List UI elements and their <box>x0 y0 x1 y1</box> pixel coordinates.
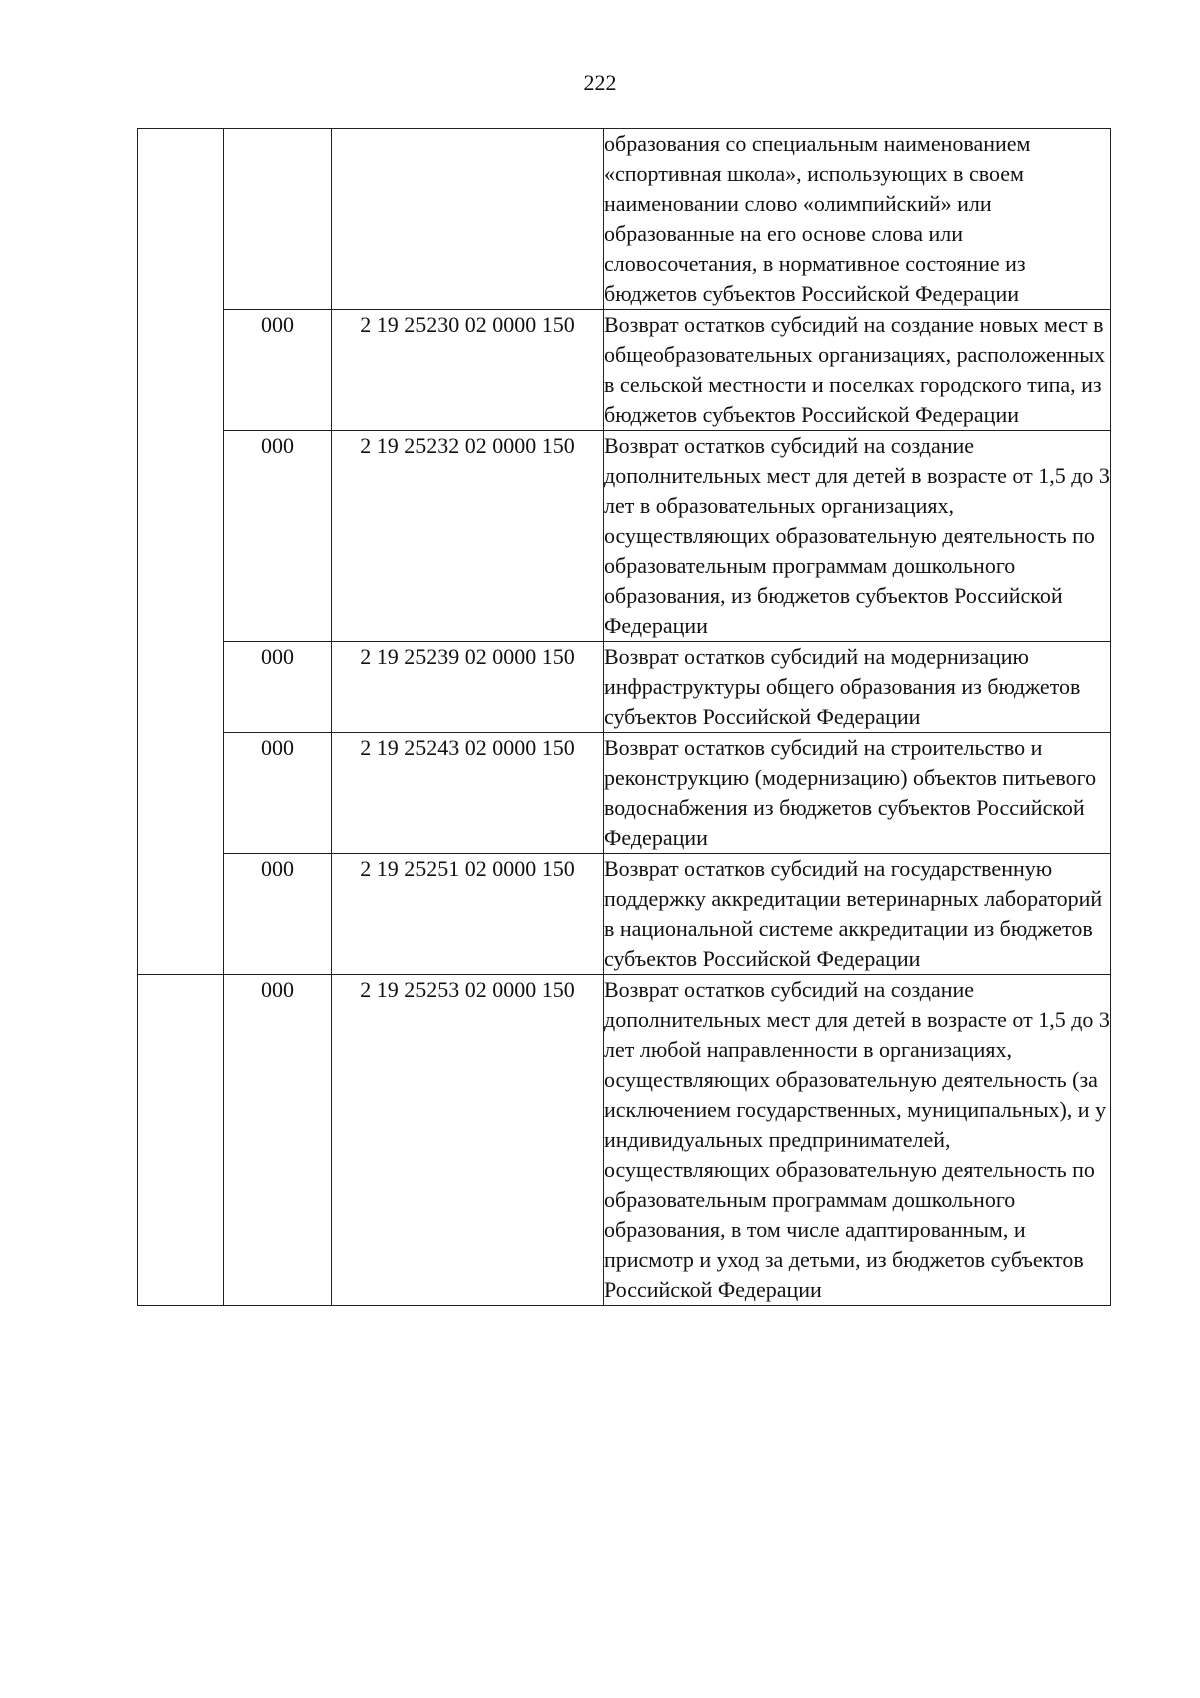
table-row <box>138 854 1111 975</box>
table-row <box>138 733 1111 854</box>
budget-classification-table <box>137 128 1111 1306</box>
admin-code-cell: 000 <box>224 642 332 733</box>
table-row <box>138 129 1111 310</box>
table-row <box>138 975 1111 1306</box>
admin-code-cell: 000 <box>224 310 332 431</box>
table-row <box>138 431 1111 642</box>
row-group-cell <box>138 129 224 975</box>
description-cell: Возврат остатков субсидий на создание новых мест в общеобразовательных организациях, расположенных в сельской местности и поселках городского типа, из бюджетов субъектов Российской Федерации <box>604 310 1111 431</box>
budget-code-cell: 2 19 25230 02 0000 150 <box>332 310 604 431</box>
budget-code-cell: 2 19 25253 02 0000 150 <box>332 975 604 1306</box>
budget-code-cell: 2 19 25243 02 0000 150 <box>332 733 604 854</box>
budget-code-cell: 2 19 25251 02 0000 150 <box>332 854 604 975</box>
admin-code-cell: 000 <box>224 431 332 642</box>
budget-code-cell: 2 19 25239 02 0000 150 <box>332 642 604 733</box>
description-cell: Возврат остатков субсидий на создание дополнительных мест для детей в возрасте от 1,5 до 3 лет в образовательных организациях, осуществляющих образовательную деятельность по образовательным программам дошкольного образования, из бюджетов субъектов Российской Федерации <box>604 431 1111 642</box>
description-cell: Возврат остатков субсидий на строительство и реконструкцию (модернизацию) объектов питьевого водоснабжения из бюджетов субъектов Российской Федерации <box>604 733 1111 854</box>
table-body <box>138 129 1111 1306</box>
admin-code-cell: 000 <box>224 975 332 1306</box>
table-row <box>138 642 1111 733</box>
page-number: 222 <box>583 70 617 95</box>
table-row <box>138 310 1111 431</box>
budget-code-cell: 2 19 25232 02 0000 150 <box>332 431 604 642</box>
admin-code-cell: 000 <box>224 733 332 854</box>
row-group-cell <box>138 975 224 1306</box>
description-cell: образования со специальным наименованием «спортивная школа», использующих в своем наименовании слово «олимпийский» или образованные на его основе слова или словосочетания, в нормативное состояние из бюджетов субъектов Российской Федерации <box>604 129 1111 310</box>
admin-code-cell <box>224 129 332 310</box>
description-cell: Возврат остатков субсидий на государственную поддержку аккредитации ветеринарных лабораторий в национальной системе аккредитации из бюджетов субъектов Российской Федерации <box>604 854 1111 975</box>
admin-code-cell: 000 <box>224 854 332 975</box>
description-cell: Возврат остатков субсидий на модернизацию инфраструктуры общего образования из бюджетов субъектов Российской Федерации <box>604 642 1111 733</box>
budget-code-cell <box>332 129 604 310</box>
description-cell: Возврат остатков субсидий на создание дополнительных мест для детей в возрасте от 1,5 до 3 лет любой направленности в организациях, осуществляющих образовательную деятельность (за исключением государственных, муниципальных), и у индивидуальных предпринимателей, осуществляющих образовательную деятельность по образовательным программам дошкольного образования, в том числе адаптированным, и присмотр и уход за детьми, из бюджетов субъектов Российской Федерации <box>604 975 1111 1306</box>
